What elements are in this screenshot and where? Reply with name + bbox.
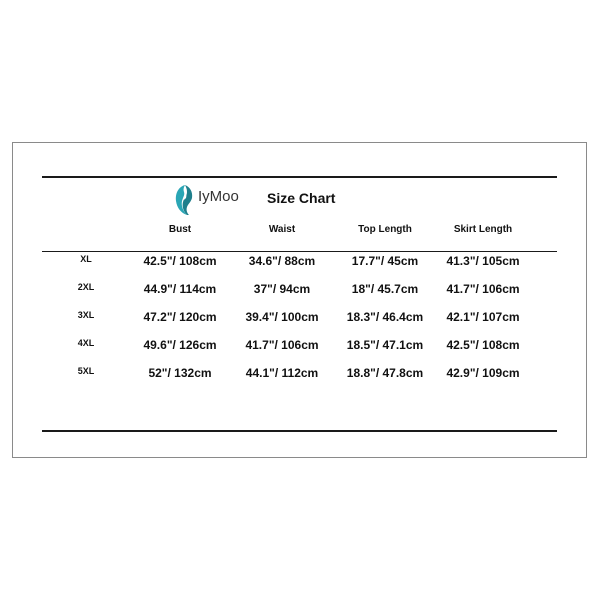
column-header-skirt-length: Skirt Length bbox=[453, 224, 513, 235]
woman-profile-logo-icon bbox=[174, 184, 194, 216]
table-row bbox=[0, 338, 600, 354]
size-label: XL bbox=[80, 254, 92, 264]
table-row bbox=[0, 366, 600, 382]
column-header-bust: Bust bbox=[168, 224, 192, 235]
waist-value: 41.7"/ 106cm bbox=[245, 338, 319, 352]
waist-value: 34.6"/ 88cm bbox=[248, 254, 316, 268]
waist-value: 39.4"/ 100cm bbox=[245, 310, 319, 324]
table-row bbox=[0, 254, 600, 270]
header-rule bbox=[42, 251, 557, 252]
waist-value: 37"/ 94cm bbox=[253, 282, 311, 296]
top-length-value: 18.3"/ 46.4cm bbox=[346, 310, 424, 324]
skirt-length-value: 41.3"/ 105cm bbox=[446, 254, 520, 268]
table-row bbox=[0, 282, 600, 298]
brand-name: IyMoo bbox=[198, 188, 239, 205]
top-length-value: 18.5"/ 47.1cm bbox=[346, 338, 424, 352]
bottom-rule bbox=[42, 430, 557, 432]
skirt-length-value: 42.5"/ 108cm bbox=[446, 338, 520, 352]
skirt-length-value: 42.1"/ 107cm bbox=[446, 310, 520, 324]
column-header-row bbox=[0, 224, 600, 238]
size-label: 5XL bbox=[77, 366, 95, 376]
column-header-top-length: Top Length bbox=[358, 224, 412, 235]
skirt-length-value: 41.7"/ 106cm bbox=[446, 282, 520, 296]
top-length-value: 18"/ 45.7cm bbox=[351, 282, 419, 296]
top-length-value: 18.8"/ 47.8cm bbox=[346, 366, 424, 380]
table-row bbox=[0, 310, 600, 326]
bust-value: 49.6"/ 126cm bbox=[143, 338, 217, 352]
size-label: 4XL bbox=[77, 338, 95, 348]
column-header-waist: Waist bbox=[268, 224, 296, 235]
waist-value: 44.1"/ 112cm bbox=[245, 366, 319, 380]
size-label: 3XL bbox=[77, 310, 95, 320]
bust-value: 44.9"/ 114cm bbox=[143, 282, 217, 296]
skirt-length-value: 42.9"/ 109cm bbox=[446, 366, 520, 380]
chart-title: Size Chart bbox=[267, 190, 336, 206]
top-rule bbox=[42, 176, 557, 178]
top-length-value: 17.7"/ 45cm bbox=[351, 254, 419, 268]
bust-value: 52"/ 132cm bbox=[148, 366, 212, 380]
size-label: 2XL bbox=[77, 282, 95, 292]
bust-value: 47.2"/ 120cm bbox=[143, 310, 217, 324]
bust-value: 42.5"/ 108cm bbox=[143, 254, 217, 268]
